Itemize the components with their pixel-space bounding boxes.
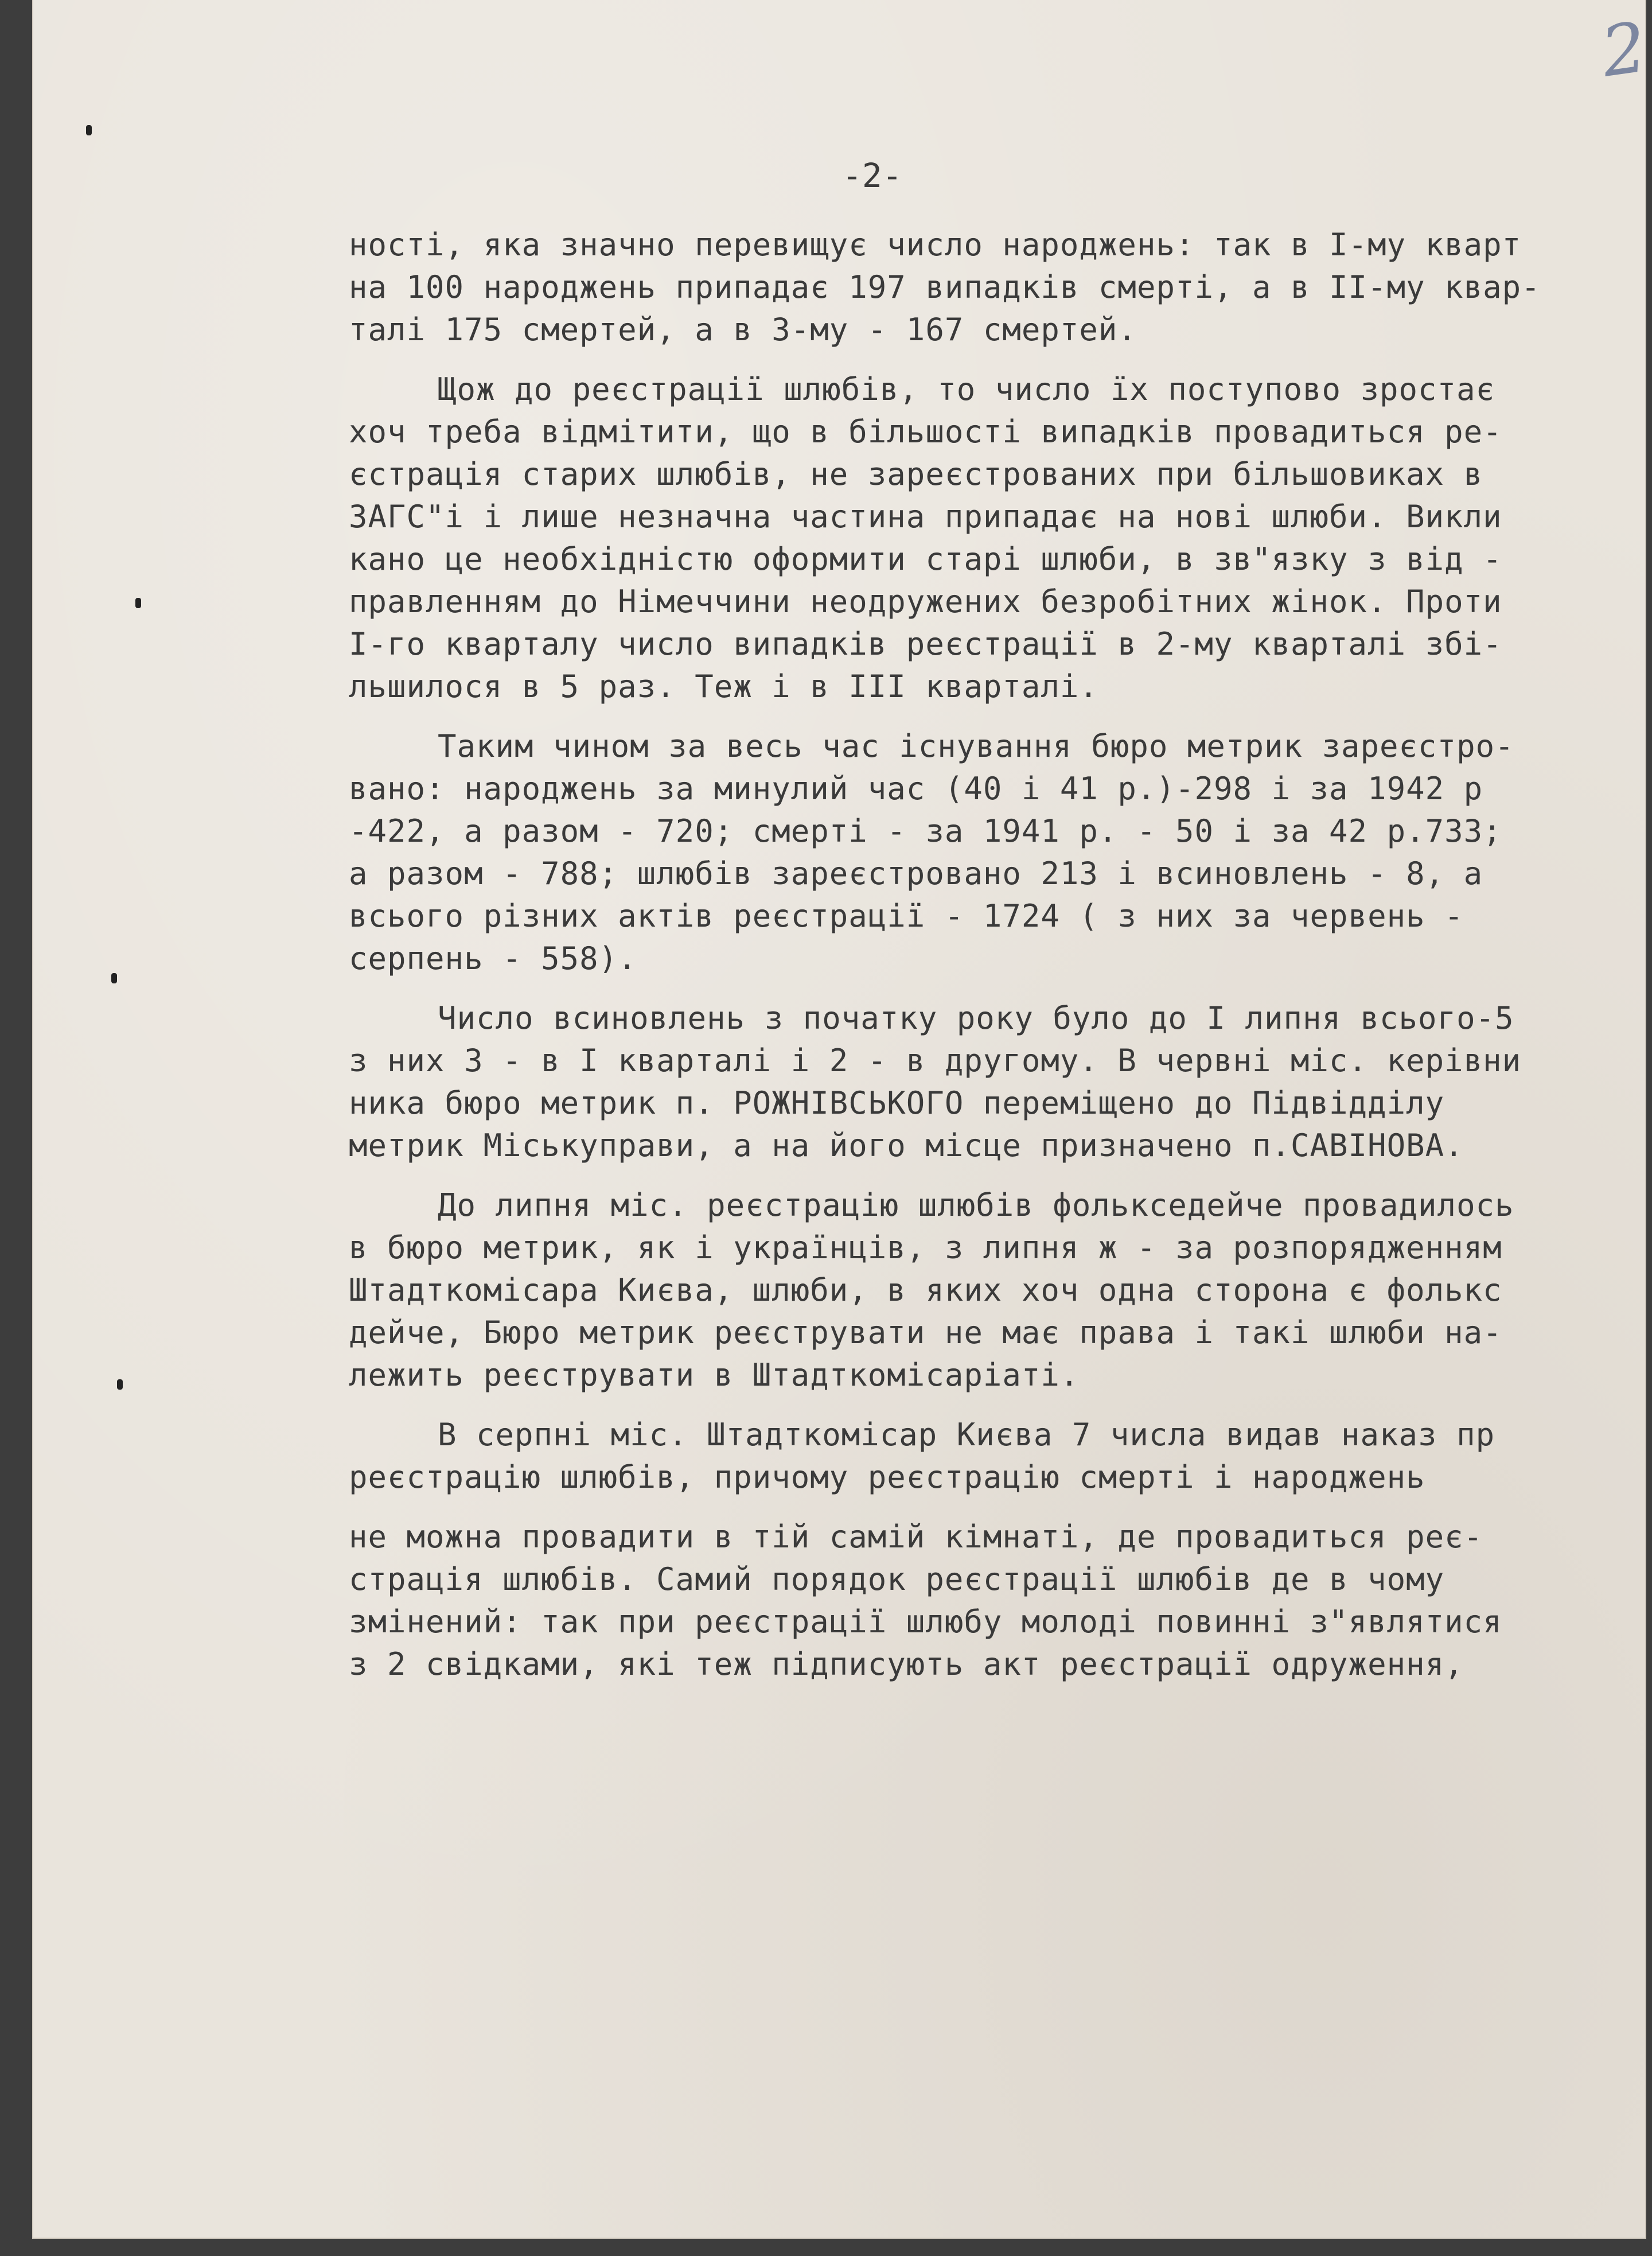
binding-mark [86, 125, 92, 135]
text-line: не можна провадити в тій самій кімнаті, де провадиться реє- [349, 1519, 1483, 1555]
binding-mark [135, 598, 141, 608]
text-line: талі 175 смертей, а в 3-му - 167 смертей. [349, 312, 1137, 348]
text-line: вано: народжень за минулий час (40 і 41 р.)-298 і за 1942 р [349, 771, 1483, 807]
archive-page-number: 2 [1596, 7, 1651, 93]
text-line: льшилося в 5 раз. Теж і в ІІІ кварталі. [349, 668, 1098, 705]
document-body [349, 224, 1616, 1686]
text-line: І-го кварталу число випадків реєстрації в 2-му кварталі збі- [349, 626, 1502, 662]
document-page [33, 0, 1651, 2238]
text-line: дейче, Бюро метрик реєструвати не має права і такі шлюби на- [349, 1314, 1502, 1351]
text-line: ЗАГС"і і лише незначна частина припадає на нові шлюби. Викли [349, 499, 1502, 535]
binding-mark [111, 973, 117, 983]
text-line: До липня міс. реєстрацію шлюбів фолькседейче провадилось [438, 1187, 1514, 1223]
binding-mark [117, 1379, 123, 1390]
text-line: Таким чином за весь час існування бюро метрик зареєстро- [438, 728, 1514, 764]
page-number: -2- [842, 156, 902, 195]
text-line: змінений: так при реєстрації шлюбу молоді повинні з"являтися [349, 1604, 1502, 1640]
text-line: хоч треба відмітити, що в більшості випадків провадиться ре- [349, 414, 1502, 450]
text-line: в бюро метрик, як і українців, з липня ж - за розпорядженням [349, 1230, 1502, 1266]
text-line: на 100 народжень припадає 197 випадків смерті, а в ІІ-му квар- [349, 269, 1541, 305]
text-line: Число всиновлень з початку року було до І липня всього-5 [438, 1000, 1514, 1036]
text-line: ності, яка значно перевищує число народжень: так в І-му кварт [349, 227, 1522, 263]
text-line: реєстрацію шлюбів, причому реєстрацію смерті і народжень [349, 1459, 1425, 1495]
text-line: Штадткомісара Києва, шлюби, в яких хоч одна сторона є фолькс [349, 1272, 1502, 1308]
text-line: єстрація старих шлюбів, не зареєстрованих при більшовиках в [349, 456, 1483, 492]
text-line: В серпні міс. Штадткомісар Києва 7 числа видав наказ пр [438, 1417, 1495, 1453]
text-line: а разом - 788; шлюбів зареєстровано 213 і всиновлень - 8, а [349, 855, 1483, 892]
text-line: метрик Міськуправи, а на його місце призначено п.САВІНОВА. [349, 1127, 1464, 1164]
text-line: ника бюро метрик п. РОЖНІВСЬКОГО переміщено до Підвідділу [349, 1085, 1445, 1121]
text-line: серпень - 558). [349, 940, 637, 977]
text-line: з 2 свідками, які теж підписують акт реєстрації одруження, [349, 1646, 1464, 1682]
text-line: з них 3 - в І кварталі і 2 - в другому. В червні міс. керівни [349, 1043, 1522, 1079]
text-line: -422, а разом - 720; смерті - за 1941 р. - 50 і за 42 р.733; [349, 813, 1502, 849]
text-line: страція шлюбів. Самий порядок реєстрації шлюбів де в чому [349, 1561, 1445, 1597]
text-line: лежить реєструвати в Штадткомісаріаті. [349, 1357, 1080, 1393]
text-line: Щож до реєстрації шлюбів, то число їх поступово зростає [438, 371, 1495, 407]
text-line: всього різних актів реєстрації - 1724 ( з них за червень - [349, 898, 1464, 934]
text-line: правленням до Німеччини неодружених безробітних жінок. Проти [349, 584, 1502, 620]
text-line: кано це необхідністю оформити старі шлюби, в зв"язку з від - [349, 541, 1502, 577]
